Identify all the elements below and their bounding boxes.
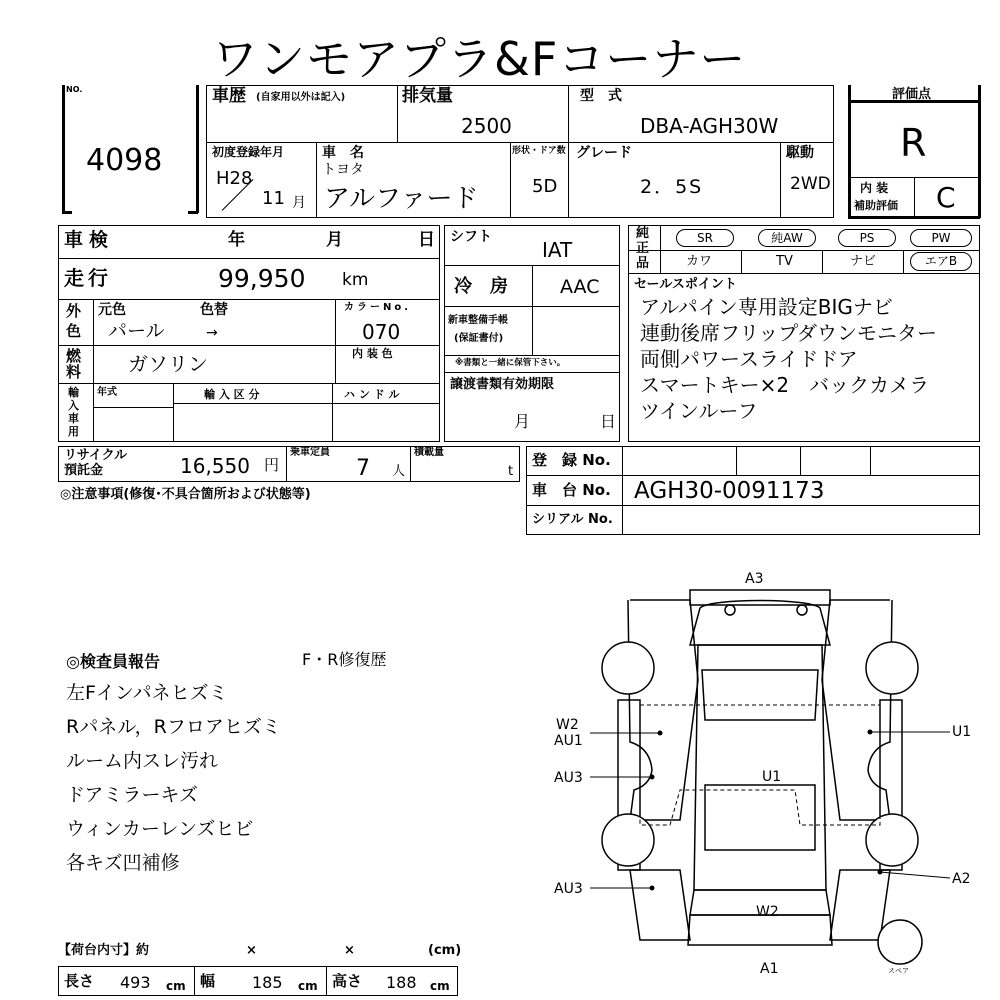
import-label-4: 用 — [68, 425, 79, 438]
rating-label: 評価点 — [892, 87, 932, 102]
inspection-day: 日 — [418, 230, 435, 250]
diagram-mark-au3-low: AU3 — [554, 881, 583, 897]
history-note: (自家用以外は記入) — [256, 92, 346, 103]
service-book-label-2: (保証書付) — [454, 333, 504, 344]
import-year-label: 年式 — [97, 387, 117, 398]
cargo-height: 188 — [386, 973, 417, 992]
cargo-length: 493 — [120, 973, 151, 992]
cargo-x-1: × — [246, 943, 257, 958]
service-book-label-1: 新車整備手帳 — [448, 315, 508, 326]
first-reg-month-unit: 月 — [292, 195, 306, 211]
inspection-year: 年 — [228, 230, 245, 250]
transfer-month: 月 — [514, 412, 531, 431]
handle-label: ハ ン ド ル — [344, 388, 400, 401]
import-label-3: 車 — [68, 412, 79, 425]
capacity-value: 7 — [356, 456, 370, 481]
cargo-height-label: 高さ — [332, 972, 363, 990]
diagram-mark-au3-mid: AU3 — [554, 770, 583, 786]
cargo-height-cm: cm — [430, 979, 450, 993]
sales-point-line: ツインルーフ — [640, 399, 758, 423]
mileage-value: 99,950 — [218, 264, 306, 293]
interior-label-1: 内 装 — [860, 181, 889, 195]
mileage-unit: km — [342, 270, 369, 290]
recycle-label-2: 預託金 — [64, 463, 104, 478]
first-reg-month: 11 — [262, 188, 285, 209]
capacity-label: 乗車定員 — [290, 447, 330, 458]
diagram-mark-a3: A3 — [745, 571, 764, 587]
aircon-value: AAC — [560, 276, 600, 298]
diagram-mark-a2: A2 — [952, 871, 971, 887]
recycle-label-1: リサイクル — [64, 448, 128, 463]
first-reg-year: H28 — [216, 168, 253, 189]
equip-ps: PS — [838, 229, 896, 247]
drive-value: 2WD — [790, 174, 831, 194]
transfer-label: 譲渡書類有効期限 — [450, 377, 555, 392]
shape-label: 形状・ドア数 — [512, 146, 566, 156]
color-code-label: カラーNo. — [344, 302, 412, 313]
inspection-label: 車検 — [64, 229, 115, 251]
registration-label: 登 録 No. — [532, 451, 611, 469]
inspector-line: ルーム内スレ汚れ — [66, 750, 219, 772]
cargo-width-cm: cm — [298, 979, 318, 993]
caution-label: ◎注意事項(修復･不具合箇所および状態等) — [60, 487, 311, 502]
exterior-label-1: 外 — [66, 302, 82, 320]
model-label: 型 式 — [580, 88, 622, 104]
inspector-line: ドアミラーキズ — [66, 784, 199, 806]
cargo-length-label: 長さ — [64, 972, 95, 990]
import-label-1: 輸 — [68, 386, 79, 399]
sales-points-label: セールスポイント — [634, 277, 737, 292]
equip-aw: 純AW — [758, 229, 816, 247]
chassis-label: 車 台 No. — [532, 481, 611, 499]
lot-number: 4098 — [86, 143, 163, 178]
changed-color-label: 色替 — [200, 302, 228, 318]
cargo-x-2: × — [344, 943, 355, 958]
car-maker: トヨタ — [322, 162, 364, 178]
shift-label: シフト — [450, 229, 492, 245]
mileage-label: 走行 — [64, 266, 112, 290]
color-value: パール — [108, 320, 165, 342]
inspector-line: Rパネル，Rフロアヒズミ — [66, 716, 281, 738]
cargo-length-cm: cm — [166, 979, 186, 993]
inspector-line: 各キズ凹補修 — [66, 852, 180, 874]
equip-sr: SR — [676, 229, 734, 247]
repair-history: F・R修復歴 — [302, 650, 387, 669]
import-type-label: 輸 入 区 分 — [204, 388, 260, 401]
diagram-mark-a1: A1 — [760, 961, 779, 977]
equipment-label-3: 品 — [636, 256, 650, 271]
original-color-label: 元色 — [98, 302, 126, 318]
equip-navi: ナビ — [850, 254, 877, 269]
equip-pw: PW — [910, 229, 972, 247]
rating-value: R — [900, 121, 927, 165]
recycle-value: 16,550 — [180, 454, 250, 478]
transfer-day: 日 — [600, 412, 617, 431]
fuel-value: ガソリン — [128, 352, 208, 376]
inspector-line: 左Fインパネヒズミ — [66, 682, 228, 704]
load-label: 積載量 — [414, 447, 444, 458]
recycle-unit: 円 — [264, 456, 280, 474]
diagram-mark-u1-center: U1 — [762, 769, 782, 785]
equipment-label-1: 純 — [636, 226, 650, 241]
first-reg-label: 初度登録年月 — [212, 145, 285, 159]
equip-tv: TV — [776, 254, 793, 269]
model-value: DBA-AGH30W — [640, 114, 779, 138]
inspection-month: 月 — [326, 230, 343, 250]
fuel-label-1: 燃 — [66, 347, 82, 365]
displacement-label: 排気量 — [402, 86, 453, 106]
cargo-unit: (cm) — [428, 943, 462, 958]
history-label: 車歴 — [212, 86, 246, 106]
displacement-value: 2500 — [461, 114, 512, 138]
exterior-label-2: 色 — [66, 322, 82, 340]
service-book-note: ※書類と一緒に保管下さい。 — [455, 358, 566, 368]
interior-label-2: 補助評価 — [854, 199, 898, 212]
recycle-block — [58, 446, 520, 482]
cargo-title: 【荷台内寸】約 — [58, 943, 150, 958]
cargo-width-label: 幅 — [200, 972, 216, 990]
color-arrow: → — [206, 325, 218, 341]
drive-label: 駆動 — [786, 145, 814, 161]
capacity-unit: 人 — [392, 464, 406, 479]
import-label-2: 入 — [68, 399, 79, 412]
equip-leather: カワ — [686, 254, 713, 269]
sales-point-line: アルパイン専用設定BIGナビ — [640, 295, 893, 319]
cargo-width: 185 — [252, 973, 283, 992]
aircon-label: 冷 房 — [454, 276, 508, 297]
shape-value: 5D — [532, 176, 558, 197]
spare-label: スペア — [888, 967, 909, 975]
diagram-mark-w2-rear: W2 — [756, 904, 779, 920]
car-name-label: 車 名 — [322, 145, 364, 161]
color-code: 070 — [362, 320, 401, 344]
chassis-value: AGH30-0091173 — [634, 478, 825, 504]
sheet-title: ワンモアプラ&Fコーナー — [212, 32, 747, 86]
load-unit: t — [508, 464, 514, 479]
diagram-mark-w2-left: W2 — [556, 717, 579, 733]
lot-label: NO. — [66, 85, 83, 94]
fuel-label-2: 料 — [66, 363, 82, 381]
shift-value: IAT — [542, 238, 573, 262]
equipment-label-2: 正 — [636, 241, 650, 256]
grade-label: グレード — [576, 145, 632, 161]
inspector-title: ◎検査員報告 — [66, 652, 160, 671]
car-name-value: アルファード — [324, 184, 479, 214]
inspector-line: ウィンカーレンズヒビ — [66, 818, 254, 840]
diagram-mark-u1-right: U1 — [952, 724, 972, 740]
equip-airbag: エアB — [910, 252, 972, 271]
interior-color-label: 内 装 色 — [352, 347, 393, 360]
serial-label: シリアル No. — [532, 512, 613, 527]
diagram-mark-au1: AU1 — [554, 733, 583, 749]
sales-point-line: スマートキー×2 バックカメラ — [640, 373, 930, 397]
grade-value: 2．5S — [640, 176, 704, 198]
interior-rating-value: C — [936, 181, 956, 214]
sales-point-line: 両側パワースライドドア — [640, 347, 858, 371]
sales-point-line: 連動後席フリップダウンモニター — [640, 321, 937, 345]
